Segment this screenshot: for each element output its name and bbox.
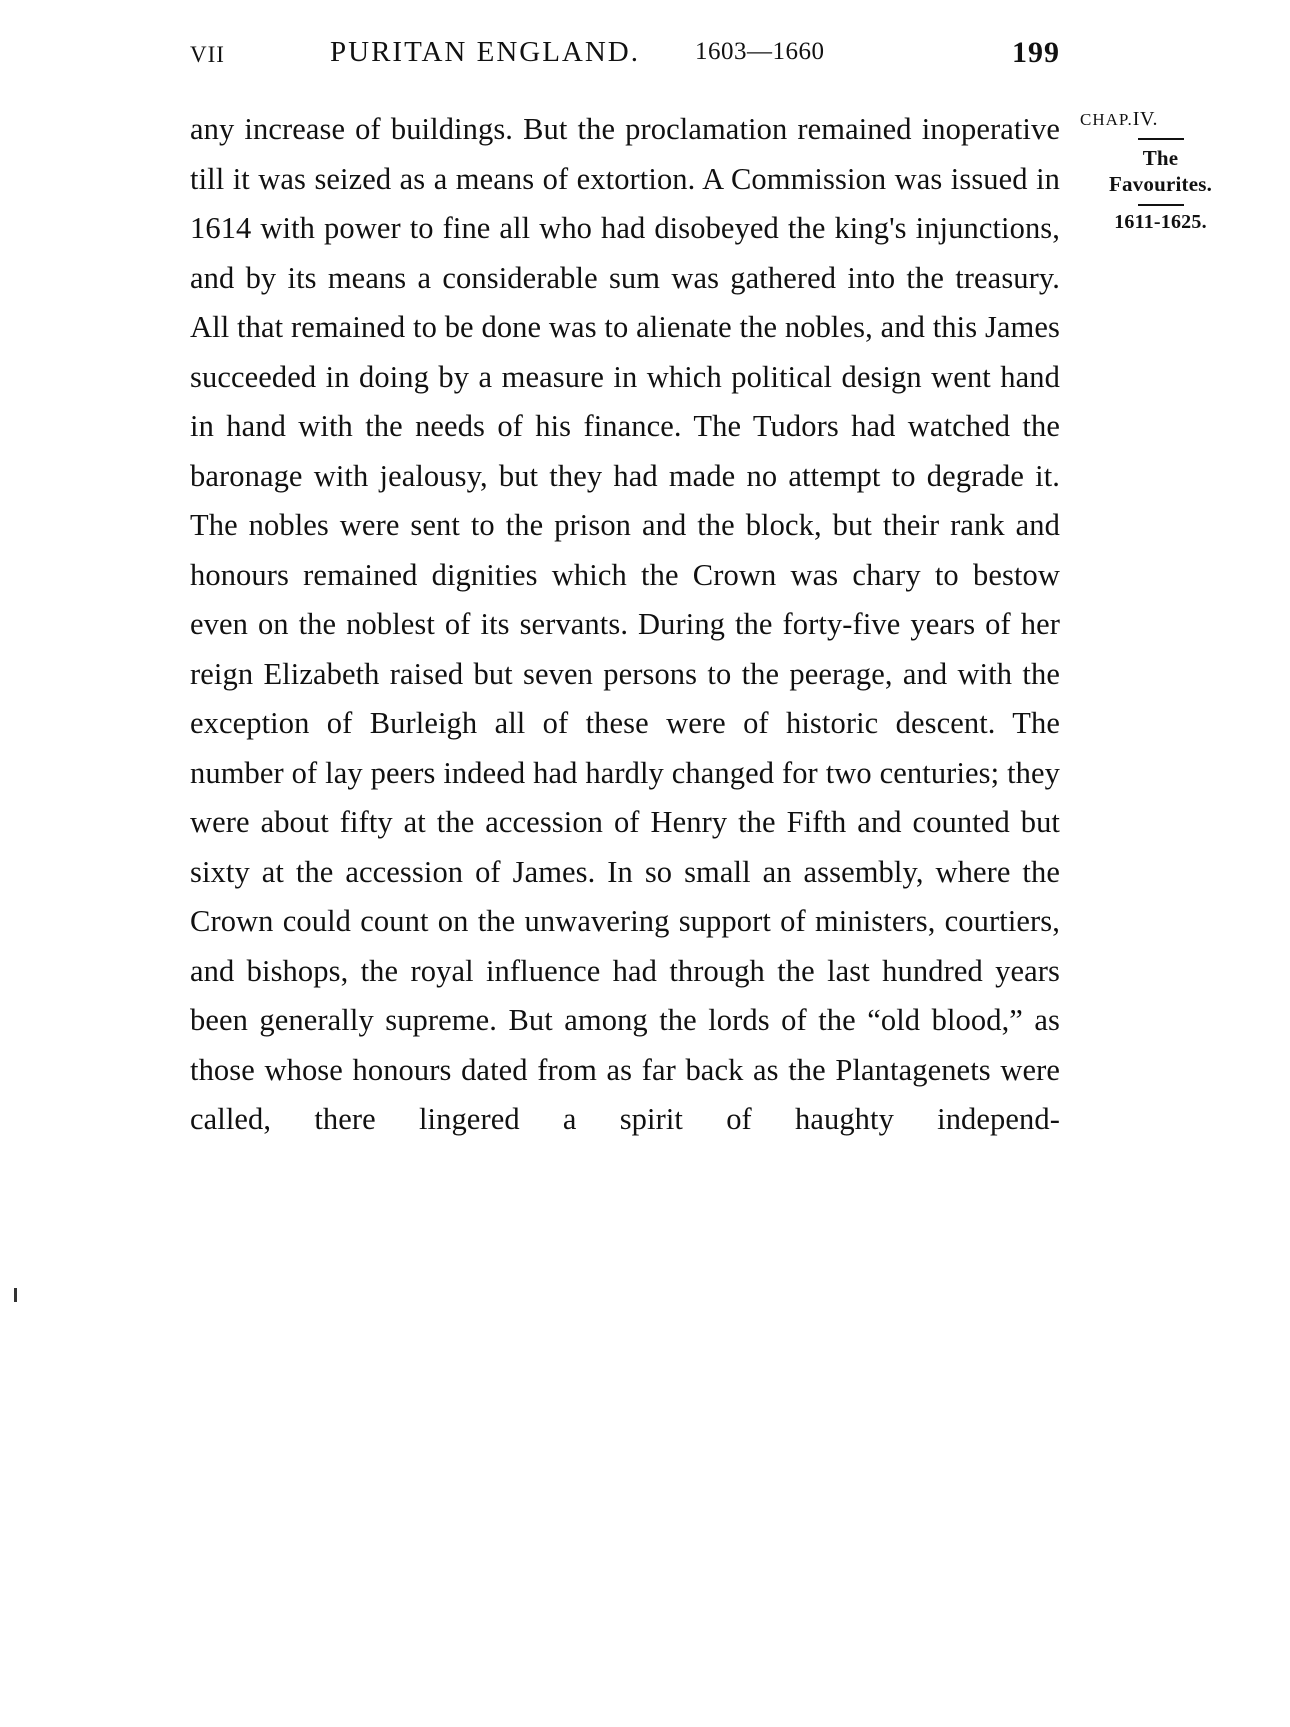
running-head-chapter-numeral: VII [190,42,225,67]
printers-mark [14,1288,17,1302]
running-head-date-range: 1603—1660 [695,38,825,65]
margin-note-dates: 1611-1625. [1114,211,1207,233]
page-number: 199 [1012,36,1060,69]
marginal-notes [1078,108,1243,234]
margin-note-topic [1078,145,1243,197]
margin-note-chapter-word: CHAP. [1080,110,1133,129]
paragraph: any increase of buildings. But the proclamation remained inoperative till it was seized as a means of extortion. A Commission was issued in 1614 with power to fine all who had disobeyed the king's injunctions, and by its means a considerable sum was gathered into the treasury. All that remained to be done was to alienate the nobles, and this James succeeded in doing by a measure in which political design went hand in hand with the needs of his finance. The Tudors had watched the baronage with jealousy, but they had made no attempt to degrade it. The nobles were sent to the prison and the block, but their rank and honours remained dignities which the Crown was chary to bestow even on the noblest of its servants. During the forty-five years of her reign Elizabeth raised but seven persons to the peerage, and with the exception of Burleigh all of these were of historic descent. The number of lay peers indeed had hardly changed for two centuries; they were about fifty at the accession of Henry the Fifth and counted but sixty at the accession of James. In so small an assembly, where the Crown could count on the unwavering support of ministers, courtiers, and bishops, the royal influence had through the last hundred years been generally supreme. But among the lords of the “old blood,” as those whose honours dated from as far back as the Plantagenets were called, there lingered a spirit of haughty independ- [190,112,1060,1136]
divider-rule-top [1138,138,1184,140]
margin-note-chapter [1080,108,1243,131]
running-head-title: PURITAN ENGLAND. [330,36,640,68]
divider-rule-bottom [1138,204,1184,206]
running-head [190,36,1060,76]
body-text-column [190,105,1060,1194]
margin-note-topic-line1: The [1142,146,1179,170]
margin-note-chapter-number: IV. [1132,108,1159,130]
margin-note-topic-line2: Favourites. [1108,172,1213,196]
